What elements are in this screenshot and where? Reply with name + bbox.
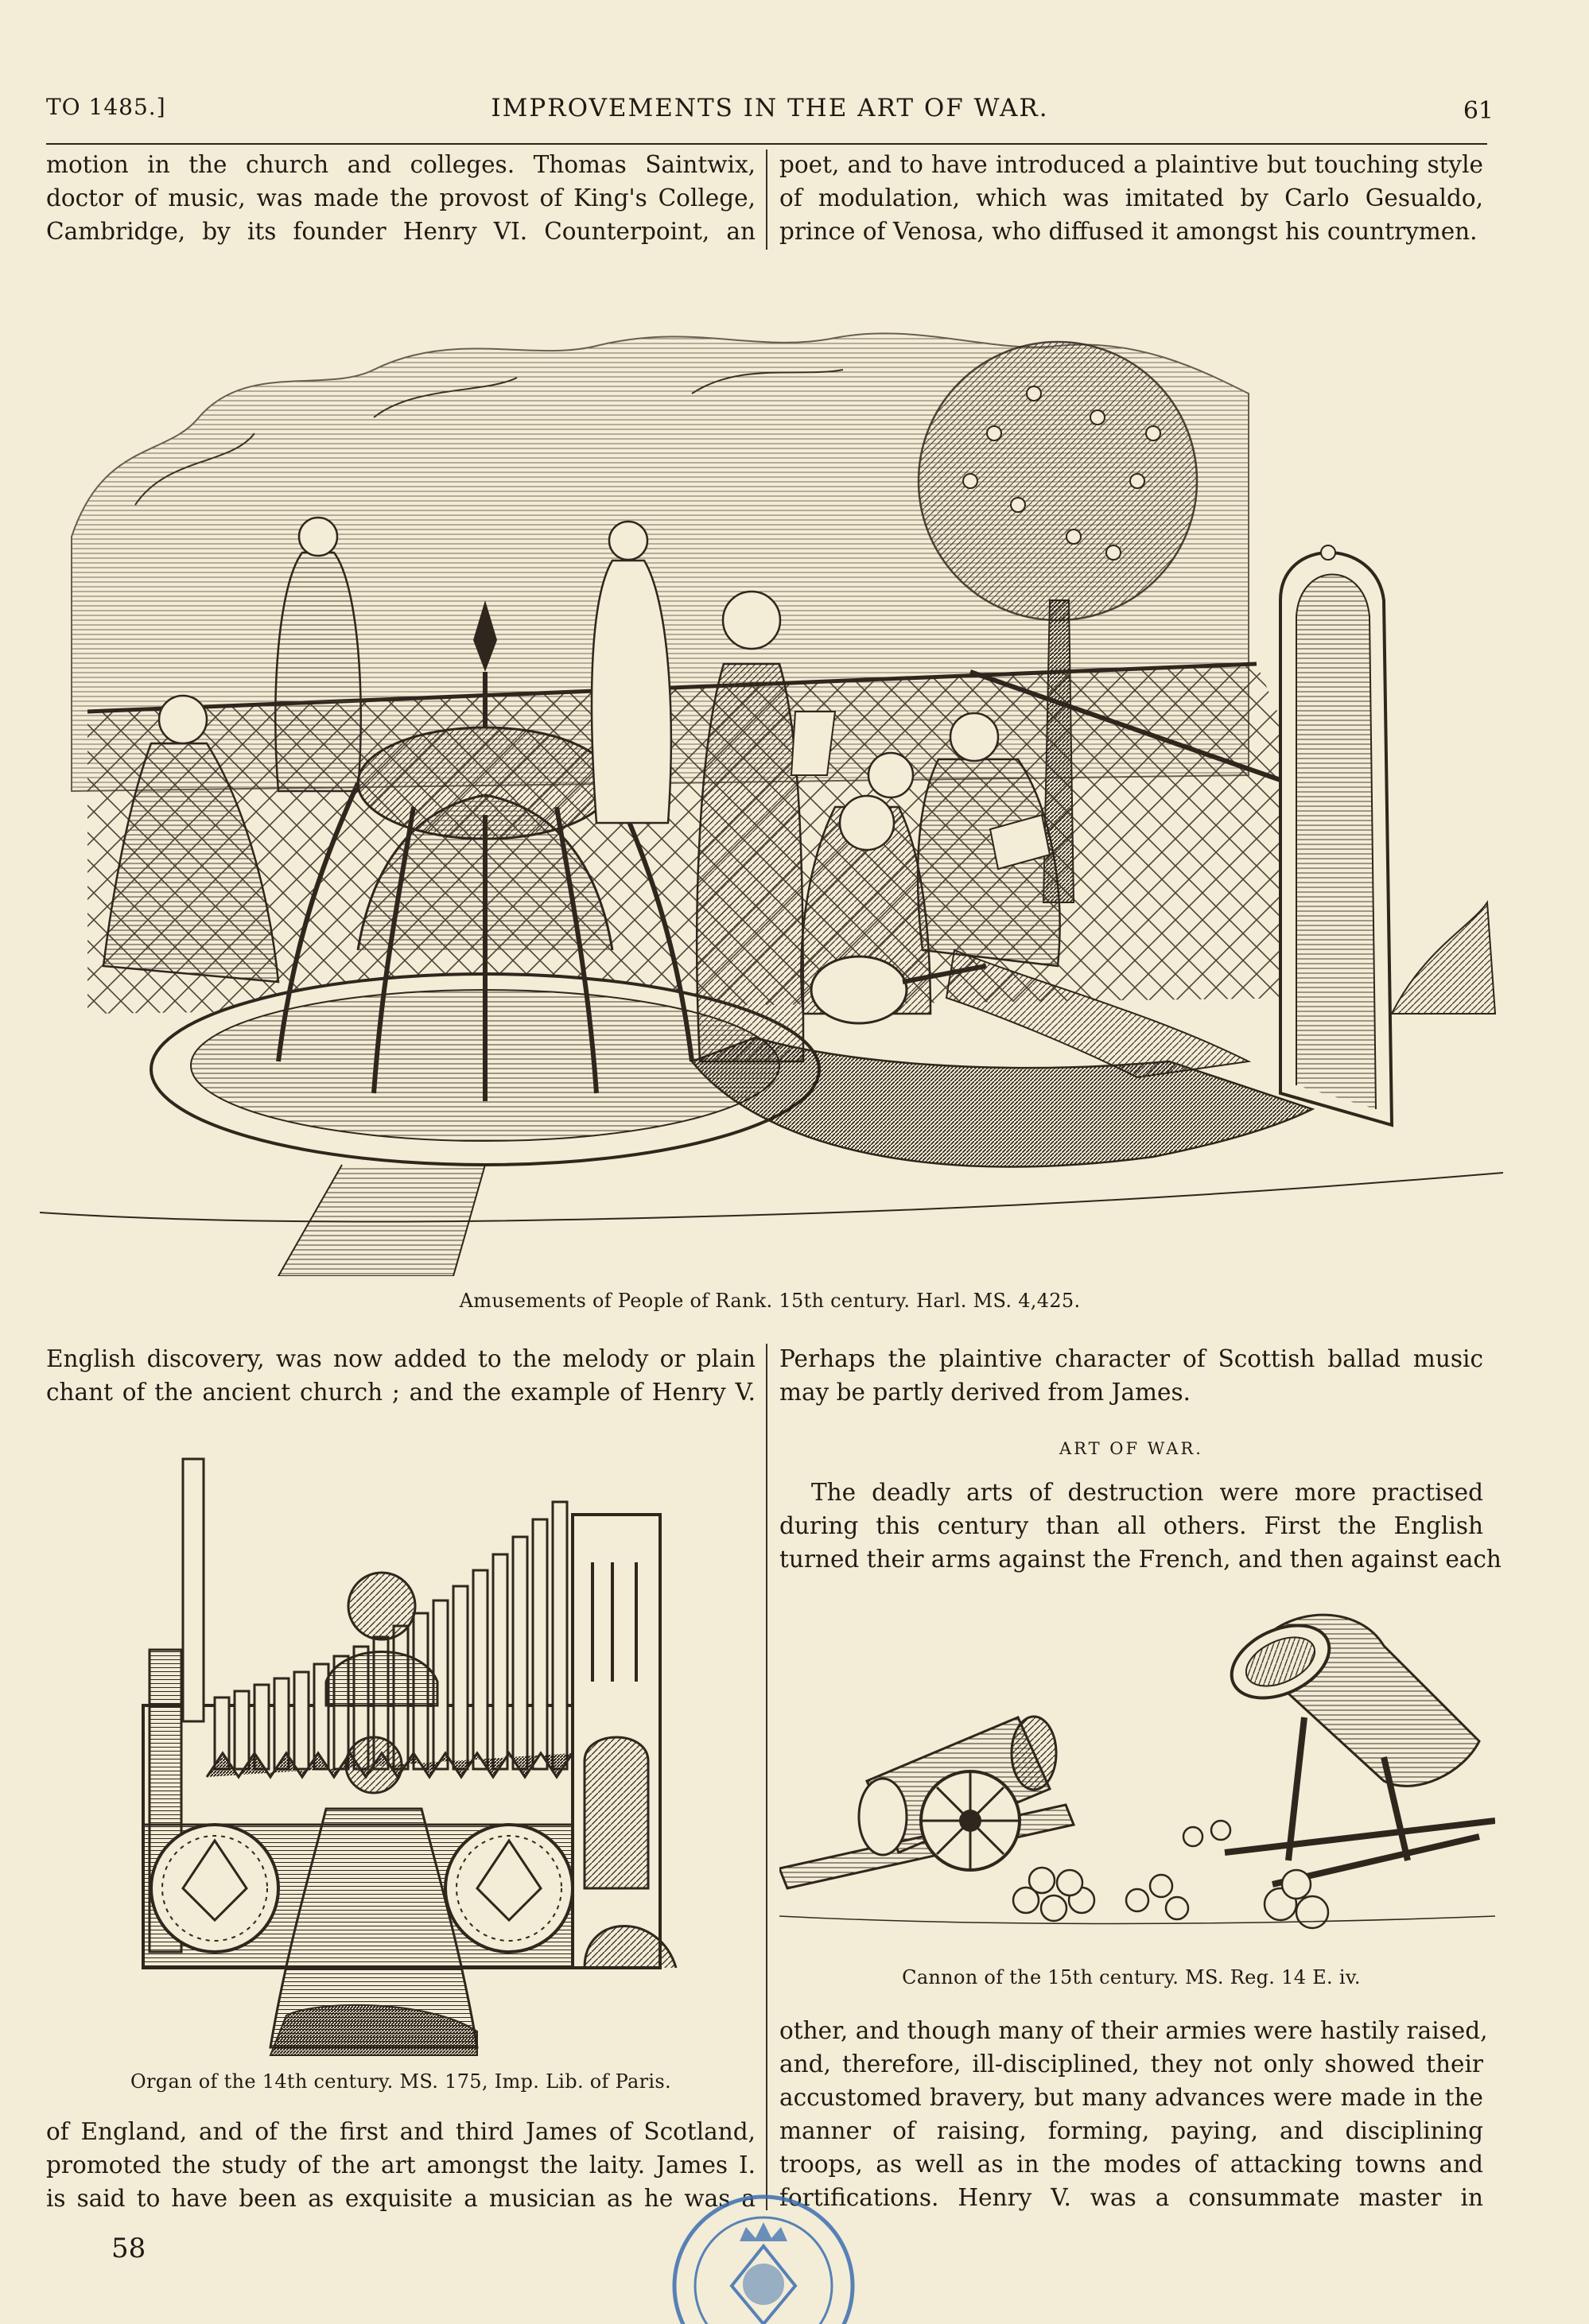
text-line: doctor of music, was made the provost of King's College, (46, 184, 756, 211)
text-line: English discovery, was now added to the melody or plain (46, 1345, 756, 1372)
text-line: The deadly arts of destruction were more practised (811, 1479, 1483, 1506)
section-heading: ART OF WAR. (1059, 1439, 1203, 1458)
bottom-right-column (779, 2014, 1488, 2214)
bottom-left-column (46, 2115, 756, 2215)
organ-engraving (127, 1443, 700, 2063)
header-date-range: TO 1485.] (46, 94, 166, 120)
text-line: turned their arms against the French, and then against each (779, 1546, 1502, 1573)
column-divider (766, 1344, 767, 2210)
text-line: of England, and of the first and third James of Scotland, (46, 2118, 756, 2145)
text-line: Perhaps the plaintive character of Scottish ballad music (779, 1345, 1483, 1372)
header-page-number: 61 (1463, 97, 1494, 125)
stamp-seal (652, 2190, 875, 2324)
organ-caption: Organ of the 14th century. MS. 175, Imp. Lib. of Paris. (130, 2070, 671, 2093)
text-line: may be partly derived from James. (779, 1379, 1191, 1406)
cannon-caption: Cannon of the 15th century. MS. Reg. 14 E. iv. (902, 1966, 1361, 1988)
text-line: fortifications. Henry V. was a consummate master in (779, 2184, 1483, 2211)
text-line: is said to have been as exquisite a musician as he was a (46, 2185, 756, 2212)
running-header (46, 94, 1494, 127)
garden-illustration (40, 298, 1503, 1276)
text-line: and, therefore, ill-disciplined, they not only showed their (779, 2050, 1483, 2078)
text-line: during this century than all others. First the English (779, 1512, 1483, 1539)
text-line: manner of raising, forming, paying, and disciplining (779, 2117, 1483, 2144)
text-line: troops, as well as in the modes of attacking towns and (779, 2151, 1483, 2178)
garden-engraving (40, 298, 1503, 1276)
art-of-war-paragraph (779, 1476, 1502, 1576)
header-rule (46, 143, 1487, 145)
text-line: motion in the church and colleges. Thomas Saintwix, (46, 151, 756, 178)
text-line: poet, and to have introduced a plaintive but touching style (779, 151, 1483, 178)
cannon-engraving (779, 1598, 1495, 1948)
header-title: IMPROVEMENTS IN THE ART OF WAR. (491, 94, 1049, 122)
mid-right-column (779, 1342, 1483, 1409)
mid-left-column (46, 1342, 756, 1409)
column-divider (766, 149, 767, 250)
text-line: Cambridge, by its founder Henry VI. Counterpoint, an (46, 218, 756, 245)
cannon-balls (1013, 1821, 1328, 1928)
text-line: prince of Venosa, who diffused it amongst his countrymen. (779, 218, 1478, 245)
text-line: promoted the study of the art amongst the laity. James I. (46, 2151, 756, 2179)
text-line: other, and though many of their armies were hastily raised, (779, 2017, 1488, 2044)
text-line: chant of the ancient church ; and the example of Henry V. (46, 1379, 756, 1406)
library-stamp (652, 2190, 875, 2324)
cannon-illustration (779, 1598, 1495, 1948)
organ-illustration (127, 1443, 700, 2063)
garden-caption: Amusements of People of Rank. 15th century. Harl. MS. 4,425. (459, 1290, 1081, 1312)
text-line: of modulation, which was imitated by Carlo Gesualdo, (779, 184, 1483, 211)
top-left-column (46, 148, 756, 248)
top-right-column (779, 148, 1483, 248)
text-line: accustomed bravery, but many advances were made in the (779, 2084, 1483, 2111)
folio-number: 58 (111, 2233, 146, 2264)
